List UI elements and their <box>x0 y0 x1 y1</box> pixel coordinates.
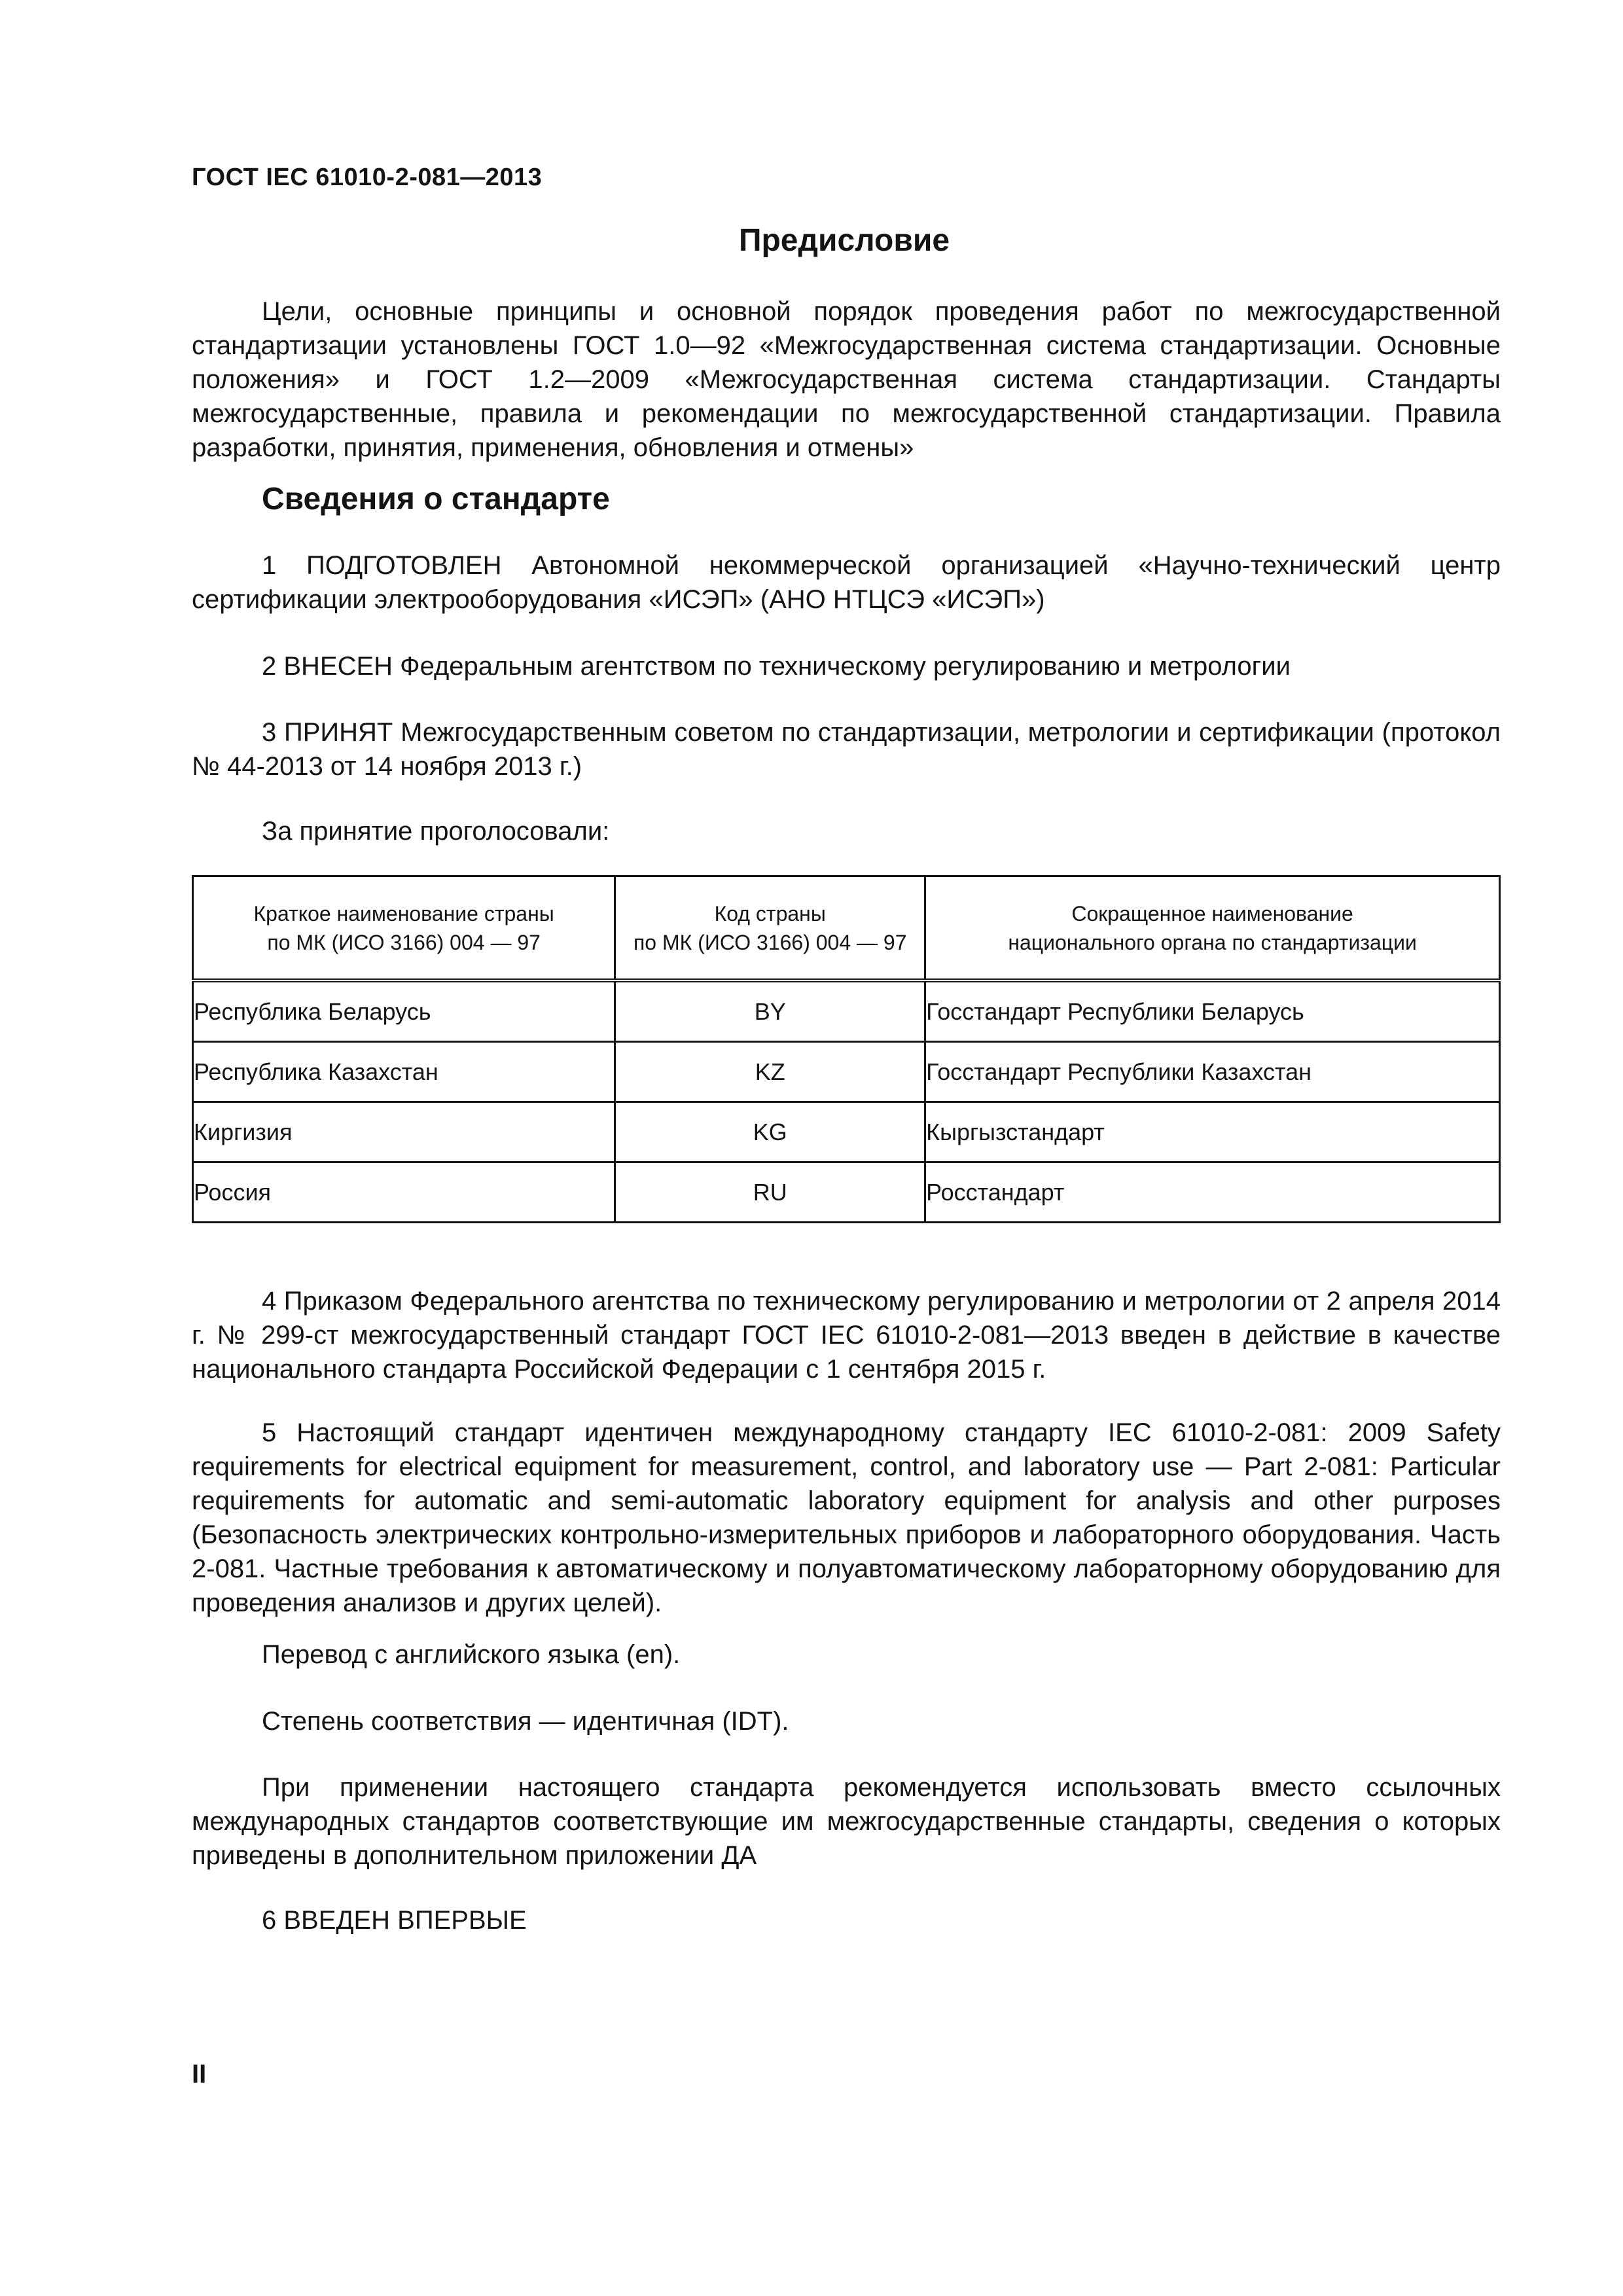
foreword-paragraph: Цели, основные принципы и основной порядок проведения работ по межгосударственной стандартизации установлены ГОСТ 1.0—92 «Межгосударственная система стандартизации. Основные положения» и ГОСТ 1.2—2009 «Межгосударственная система стандартизации. Стандарты межгосударственные, правила и рекомендации по межгосударственной стандартизации. Правила разработки, принятия, применения, обновления и отмены» <box>192 297 1501 462</box>
voted-label: За принятие проголосовали: <box>262 817 610 846</box>
header-country-code: Код страны по МК (ИСО 3166) 004 — 97 <box>615 876 925 981</box>
cell-code: BY <box>615 980 925 1042</box>
item-enacted: 4 Приказом Федерального агентства по техническому регулированию и метрологии от 2 апреля 2014 г. № 299-ст межгосударственный стандарт ГОСТ IEC 61010-2-081—2013 введен в действие в качестве национального стандарта Российской Федерации с 1 сентября 2015 г. <box>192 1287 1501 1384</box>
conformity-degree: Степень соответствия — идентичная (IDT). <box>262 1707 789 1736</box>
foreword-title-text: Предисловие <box>738 223 950 258</box>
header-country-name: Краткое наименование страны по МК (ИСО 3166) 004 — 97 <box>193 876 615 981</box>
foreword-title <box>0 223 1623 259</box>
translation-note: Перевод с английского языка (en). <box>262 1640 681 1669</box>
cell-standards-body: Госстандарт Республики Казахстан <box>925 1042 1500 1102</box>
page-number: II <box>192 2060 207 2089</box>
table-row <box>193 1102 1500 1162</box>
cell-country: Киргизия <box>193 1102 615 1162</box>
item-submitted: 2 ВНЕСЕН Федеральным агентством по техническому регулированию и метрологии <box>262 652 1291 681</box>
table-row <box>193 980 1500 1042</box>
document-code: ГОСТ IEC 61010-2-081—2013 <box>192 164 543 191</box>
voting-countries-table <box>192 875 1501 1223</box>
cell-standards-body: Кыргызстандарт <box>925 1102 1500 1162</box>
item-first-introduced: 6 ВВЕДЕН ВПЕРВЫЕ <box>262 1906 527 1935</box>
usage-note: При применении настоящего стандарта рекомендуется использовать вместо ссылочных международных стандартов соответствующие им межгосударственные стандарты, сведения о которых приведены в дополнительном приложении ДА <box>192 1773 1501 1870</box>
cell-code: RU <box>615 1162 925 1223</box>
about-standard-title: Сведения о стандарте <box>262 482 610 516</box>
item-adopted: 3 ПРИНЯТ Межгосударственным советом по стандартизации, метрологии и сертификации (протокол № 44-2013 от 14 ноября 2013 г.) <box>192 718 1501 781</box>
table-row <box>193 1042 1500 1102</box>
cell-standards-body: Госстандарт Республики Беларусь <box>925 980 1500 1042</box>
cell-code: KZ <box>615 1042 925 1102</box>
cell-country: Россия <box>193 1162 615 1223</box>
item-identical: 5 Настоящий стандарт идентичен международному стандарту IEC 61010-2-081: 2009 Safety requirements for electrical equipment for measurement, control, and laboratory use — Part 2-081: Particular requirements for automatic and semi-automatic laboratory equipment for analysis and other purposes (Безопасность электрических контрольно-измерительных приборов и лабораторного оборудования. Часть 2-081. Частные требования к автоматическому и полуавтоматическому лабораторному оборудованию для проведения анализов и других целей). <box>192 1418 1501 1617</box>
header-standards-body: Сокращенное наименование национального органа по стандартизации <box>925 876 1500 981</box>
cell-country: Республика Казахстан <box>193 1042 615 1102</box>
cell-country: Республика Беларусь <box>193 980 615 1042</box>
item-prepared: 1 ПОДГОТОВЛЕН Автономной некоммерческой организацией «Научно-технический центр сертификации электрооборудования «ИСЭП» (АНО НТЦСЭ «ИСЭП») <box>192 551 1501 614</box>
table-row <box>193 1162 1500 1223</box>
cell-standards-body: Росстандарт <box>925 1162 1500 1223</box>
table-header-row <box>193 876 1500 981</box>
cell-code: KG <box>615 1102 925 1162</box>
